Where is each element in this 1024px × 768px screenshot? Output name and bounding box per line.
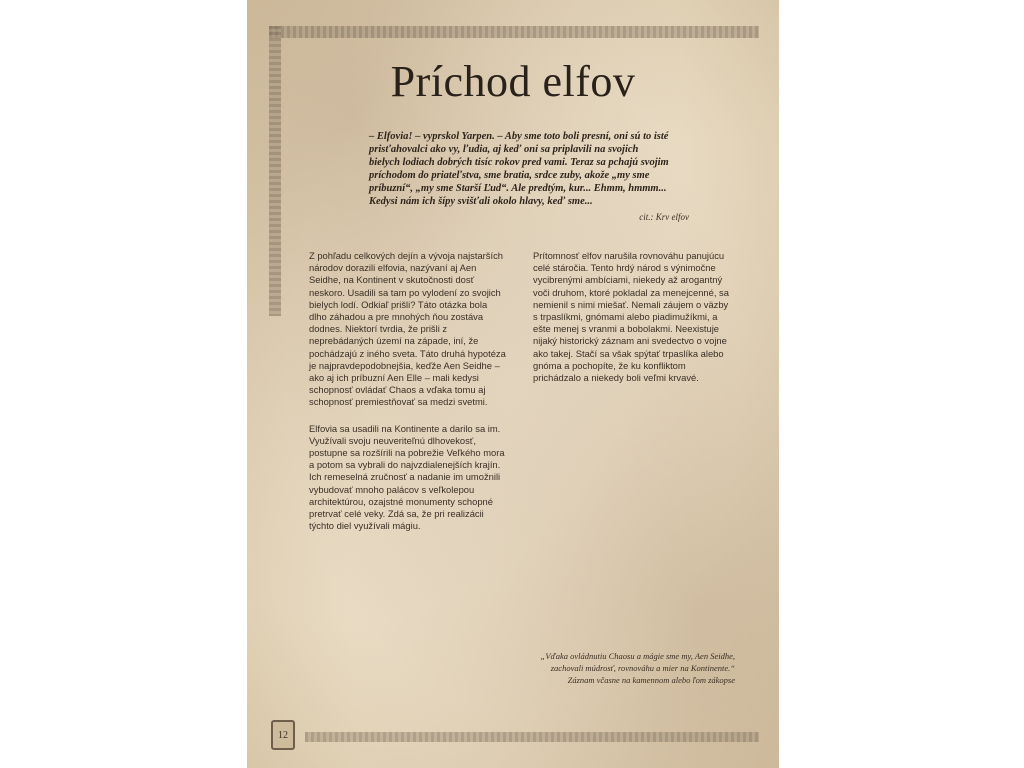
footer-quote-source: Záznam včasne na kamennom alebo ľom zákopse: [567, 675, 735, 685]
footer-quote: [515, 650, 735, 686]
footer-quote-line: „Vďaka ovládnutiu Chaosu a mágie sme my, Aen Seidhe,: [540, 651, 735, 661]
left-paragraph-2: Elfovia sa usadili na Kontinente a darilo sa im. Využívali svoju neuveriteľnú dlhovekosť, postupne sa rozšírili na pobrežie Veľkého mora a potom sa vybrali do najvzdialenejších krajín. Ich remeselná zručnosť a nadanie im umožnili vybudovať mnoho palácov s veľkolepou architektúrou, ozajstné monumenty schopné pretrvať celé veky. Zdá sa, že pri realizácii týchto diel využívali mágiu.: [309, 422, 505, 532]
decorative-frame-top: [269, 26, 759, 38]
page-number: 12: [271, 720, 295, 750]
epigraph-quote: – Elfovia! – vyprskol Yarpen. – Aby sme toto boli presní, oni sú to isté prisťahovalci ako vy, ľudia, aj keď oni sa priplavili na svojich bielych lodiach dobrých tisíc rokov pred vami. Teraz sa pchajú svojim príchodom do priateľstva, sme bratia, srdce zuby, akože „my sme príbuzní“, „my sme Starší Ľud“. Ale predtým, kur... Ehmm, hmmm... Kedysi nám ich šípy svišťali okolo hlavy, keď sme...: [369, 131, 669, 207]
right-column: [533, 250, 733, 398]
page-title: Príchod elfov: [390, 57, 636, 106]
footer-quote-line: zachovali múdrosť, rovnováhu a mier na Kontinente.“: [550, 663, 735, 673]
document-page: [247, 0, 779, 768]
left-column: [309, 250, 507, 546]
left-paragraph-1: Z pohľadu celkových dejín a vývoja najstarších národov dorazili elfovia, nazývaní aj Aen Seidhe, na Kontinent v skutočnosti dosť neskoro. Usadili sa tam po vylodení zo svojich bielych lodí. Odkiaľ prišli? Táto otázka bola dlho záhadou a pre mnohých ňou zostáva dodnes. Niektorí tvrdia, že prišli z neprebádaných území na západe, iní, že pochádzajú z iného sveta. Táto druhá hypotéza je najpravdepodobnejšia, keďže Aen Seidhe – ako aj ich príbuzní Aen Elle – mali kedysi schopnosť ovládať Chaos a vďaka tomu aj schopnosť premiestňovať sa medzi svetmi.: [309, 250, 506, 408]
epigraph-source: cit.: Krv elfov: [639, 212, 689, 222]
right-paragraph-1: Prítomnosť elfov narušila rovnováhu panujúcu celé stáročia. Tento hrdý národ s výnimočne vycibrenými ambíciami, niekedy až arogantný voči druhom, ktoré pokladal za menejcenné, sa nemienil s nimi miešať. Nemali záujem o väzby s trpaslíkmi, gnómami alebo piadimužíkmi, a ešte menej s vranmi a bobolakmi. Neexistuje nijaký historický záznam ani svedectvo o vojne ako takej. Stačí sa však spýtať trpaslíka alebo gnóma a pochopíte, že ku konfliktom prichádzalo a niekedy boli veľmi krvavé.: [533, 250, 729, 384]
decorative-frame-bottom: [305, 732, 759, 742]
